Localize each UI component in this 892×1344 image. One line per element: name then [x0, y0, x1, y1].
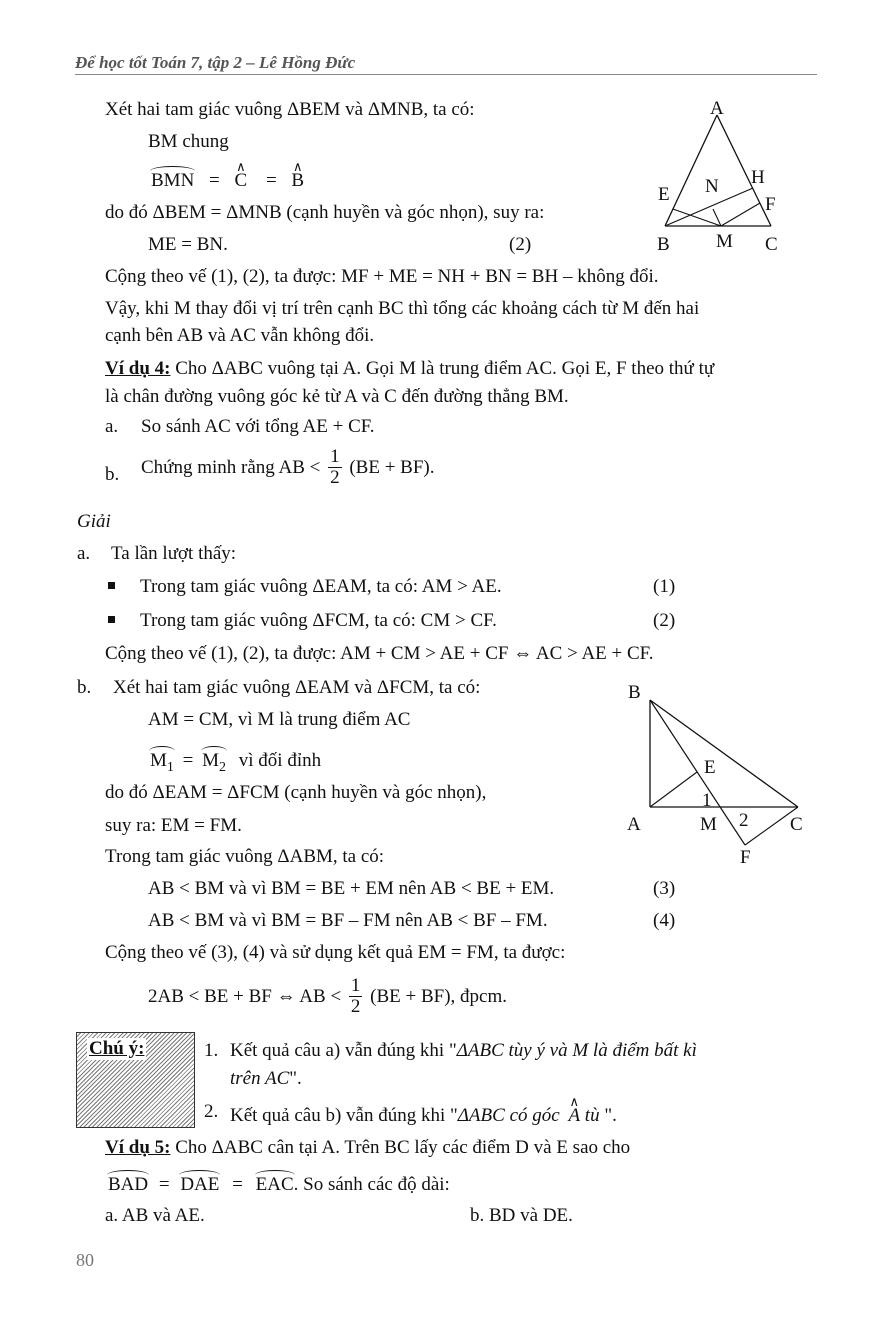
running-header: Để học tốt Toán 7, tập 2 – Lê Hồng Đức [75, 53, 356, 72]
angle-m2-sub: 2 [219, 759, 227, 775]
vidu5-line2 [108, 1170, 450, 1196]
p1-line2: BM chung [148, 131, 229, 152]
fig1-label-m: M [716, 231, 733, 252]
sol-a-text: Ta lần lượt thấy: [111, 543, 237, 564]
sol-b-line7: AB < BM và vì BM = BF – FM nên AB < BF – FM. [148, 910, 548, 931]
sol-bullet-1-tag: (1) [653, 576, 676, 597]
angle-m1-sub: 1 [166, 759, 174, 775]
fig1-side-ab [665, 115, 717, 226]
sol-b-line1: AM = CM, vì M là trung điểm AC [148, 709, 411, 730]
p1-line5: ME = BN. [148, 234, 228, 255]
p1-line8: cạnh bên AB và AC vẫn không đổi. [105, 325, 375, 346]
vidu4-frac-den: 2 [330, 467, 340, 488]
sol-b-text: Xét hai tam giác vuông ΔEAM và ΔFCM, ta có: [113, 677, 481, 698]
fig1-label-e: E [658, 184, 670, 205]
p1-line4: do đó ΔBEM = ΔMNB (cạnh huyền và góc nhọn), suy ra: [105, 202, 545, 223]
fig2-label-2: 2 [739, 810, 749, 831]
vidu5-line1 [105, 1137, 630, 1159]
sol-final-pre: 2AB < BE + BF ⇔ AB < [148, 985, 342, 1007]
sol-bullet-1 [108, 576, 502, 598]
sol-b-line7-tag: (4) [653, 910, 676, 931]
note-2-close: ". [599, 1105, 617, 1126]
bullet-square-icon [108, 616, 115, 623]
vidu4-fraction [328, 447, 342, 488]
sol-b-line5: Trong tam giác vuông ΔABM, ta có: [105, 846, 385, 867]
sol-sum-a: Cộng theo vế (1), (2), ta được: AM + CM > AE + CF ⇔ AC > AE + CF. [105, 643, 654, 664]
note-box [76, 1032, 195, 1128]
fig2-label-b: B [628, 682, 641, 703]
note-2-italic: ΔABC có góc [457, 1105, 560, 1126]
angle-m1 [150, 746, 174, 779]
sol-final-num: 1 [350, 975, 361, 996]
vidu4-line1 [105, 358, 714, 380]
vidu4-qb-pre: Chứng minh rằng AB < [141, 456, 321, 478]
vidu5-line2-post: . So sánh các độ dài: [293, 1174, 450, 1195]
note-1-close: ". [289, 1068, 302, 1089]
vidu5-qa: a. AB và AE. [105, 1205, 205, 1226]
fig1-label-b: B [657, 234, 670, 255]
sol-bullet-2-tag: (2) [653, 610, 676, 631]
sol-b-line6: AB < BM và vì BM = BE + EM nên AB < BE + EM. [148, 878, 555, 899]
vidu4-qb-label: b. [105, 464, 120, 485]
p1-line7: Vậy, khi M thay đổi vị trí trên cạnh BC thì tổng các khoảng cách từ M đến hai [105, 298, 700, 319]
note-2-italic-2: tù [580, 1105, 600, 1126]
sol-bullet-2 [108, 610, 497, 632]
fig1-label-h: H [751, 167, 765, 188]
fig2-label-1: 1 [702, 790, 712, 811]
note-1-pre: Kết quả câu a) vẫn đúng khi " [230, 1040, 457, 1061]
vidu4-line2: là chân đường vuông góc kẻ từ A và C đến đường thẳng BM. [105, 386, 569, 407]
fig1-label-n: N [705, 176, 719, 197]
bullet-square-icon [108, 582, 115, 589]
sol-b-line3: do đó ΔEAM = ΔFCM (cạnh huyền và góc nhọn), [105, 782, 487, 803]
note-2-line [230, 1101, 617, 1127]
angle-b: ∧ B [291, 166, 304, 192]
vidu4-label: Ví dụ 4: [105, 358, 171, 379]
note-1-italic: ΔABC tùy ý và M là điểm bất kì [456, 1040, 697, 1061]
vidu5-eq2: = [232, 1174, 243, 1195]
vidu4-qa-label: a. [105, 416, 119, 437]
vidu4-text1: Cho ΔABC vuông tại A. Gọi M là trung điểm AC. Gọi E, F theo thứ tự [170, 358, 715, 379]
sol-b-angles [150, 746, 321, 779]
sol-bullet-2-text: Trong tam giác vuông ΔFCM, ta có: CM > CF. [140, 610, 497, 631]
fig1-label-f: F [765, 194, 776, 215]
angle-eq-sign: = [182, 750, 194, 771]
figure-triangle-abc-1 [645, 95, 795, 260]
sol-b-line8: Cộng theo vế (3), (4) và sử dụng kết quả EM = FM, ta được: [105, 942, 566, 963]
fig1-label-c: C [765, 234, 778, 255]
eq-sign-2: = [265, 170, 277, 191]
fig1-label-a: A [710, 98, 724, 119]
fig2-label-f: F [740, 847, 751, 868]
angle-m1-letter: M [150, 750, 167, 771]
vidu4-frac-num: 1 [330, 446, 340, 467]
angle-bad: BAD [108, 1170, 148, 1196]
fig1-segment-mf [721, 203, 760, 226]
sol-final [148, 976, 507, 1017]
sol-bullet-1-text: Trong tam giác vuông ΔEAM, ta có: AM > AE. [140, 576, 502, 597]
note-2-angle-a: ∧ A [568, 1101, 580, 1127]
note-2-num: 2. [204, 1101, 219, 1122]
note-1-num: 1. [204, 1040, 219, 1061]
angle-eac: EAC [256, 1170, 294, 1196]
angle-m2 [202, 746, 226, 779]
sol-final-den: 2 [350, 996, 361, 1017]
sol-a-label: a. [77, 543, 91, 564]
solution-title: Giải [77, 511, 111, 532]
note-1-line2 [230, 1068, 302, 1090]
vidu5-eq1: = [158, 1174, 170, 1195]
vidu5-qb: b. BD và DE. [470, 1205, 573, 1226]
vidu5-text1: Cho ΔABC cân tại A. Trên BC lấy các điểm D và E sao cho [170, 1137, 631, 1158]
vidu4-qa-text: So sánh AC với tổng AE + CF. [141, 416, 375, 437]
note-label: Chú ý: [89, 1038, 145, 1059]
fig2-label-a: A [627, 814, 641, 835]
fig2-segment-ae [650, 772, 697, 807]
fig2-label-m: M [700, 814, 717, 835]
figure-triangle-abc-2 [620, 680, 810, 870]
sol-final-fraction [349, 976, 363, 1017]
sol-b-label: b. [77, 677, 92, 698]
angle-c: ∧ C [235, 166, 248, 192]
p1-line6: Cộng theo vế (1), (2), ta được: MF + ME = NH + BN = BH – không đổi. [105, 266, 659, 287]
sol-b-line4: suy ra: EM = FM. [105, 815, 242, 836]
angle-bmn: BMN [151, 166, 194, 192]
angle-dae: DAE [180, 1170, 219, 1196]
p1-line1: Xét hai tam giác vuông ΔBEM và ΔMNB, ta có: [105, 99, 475, 120]
fig2-label-e: E [704, 757, 716, 778]
p1-line5-tag: (2) [509, 234, 532, 255]
note-2-pre: Kết quả câu b) vẫn đúng khi " [230, 1105, 458, 1126]
note-1-line1 [230, 1040, 697, 1062]
page-number: 80 [76, 1250, 94, 1270]
sol-b-line6-tag: (3) [653, 878, 676, 899]
eq-sign-1: = [209, 170, 220, 191]
angle-note: vì đối đỉnh [238, 750, 322, 771]
note-1-cont: trên AC [230, 1068, 290, 1089]
vidu5-label: Ví dụ 5: [105, 1137, 171, 1158]
vidu4-qb [141, 447, 435, 488]
sol-final-post: (BE + BF), đpcm. [370, 985, 508, 1007]
fig2-label-c: C [790, 814, 803, 835]
angle-m2-letter: M [202, 750, 220, 771]
header-rule [75, 74, 817, 75]
fig2-line-bf [650, 700, 745, 845]
vidu4-qb-post: (BE + BF). [349, 456, 435, 478]
p1-angle-equality [151, 166, 304, 192]
